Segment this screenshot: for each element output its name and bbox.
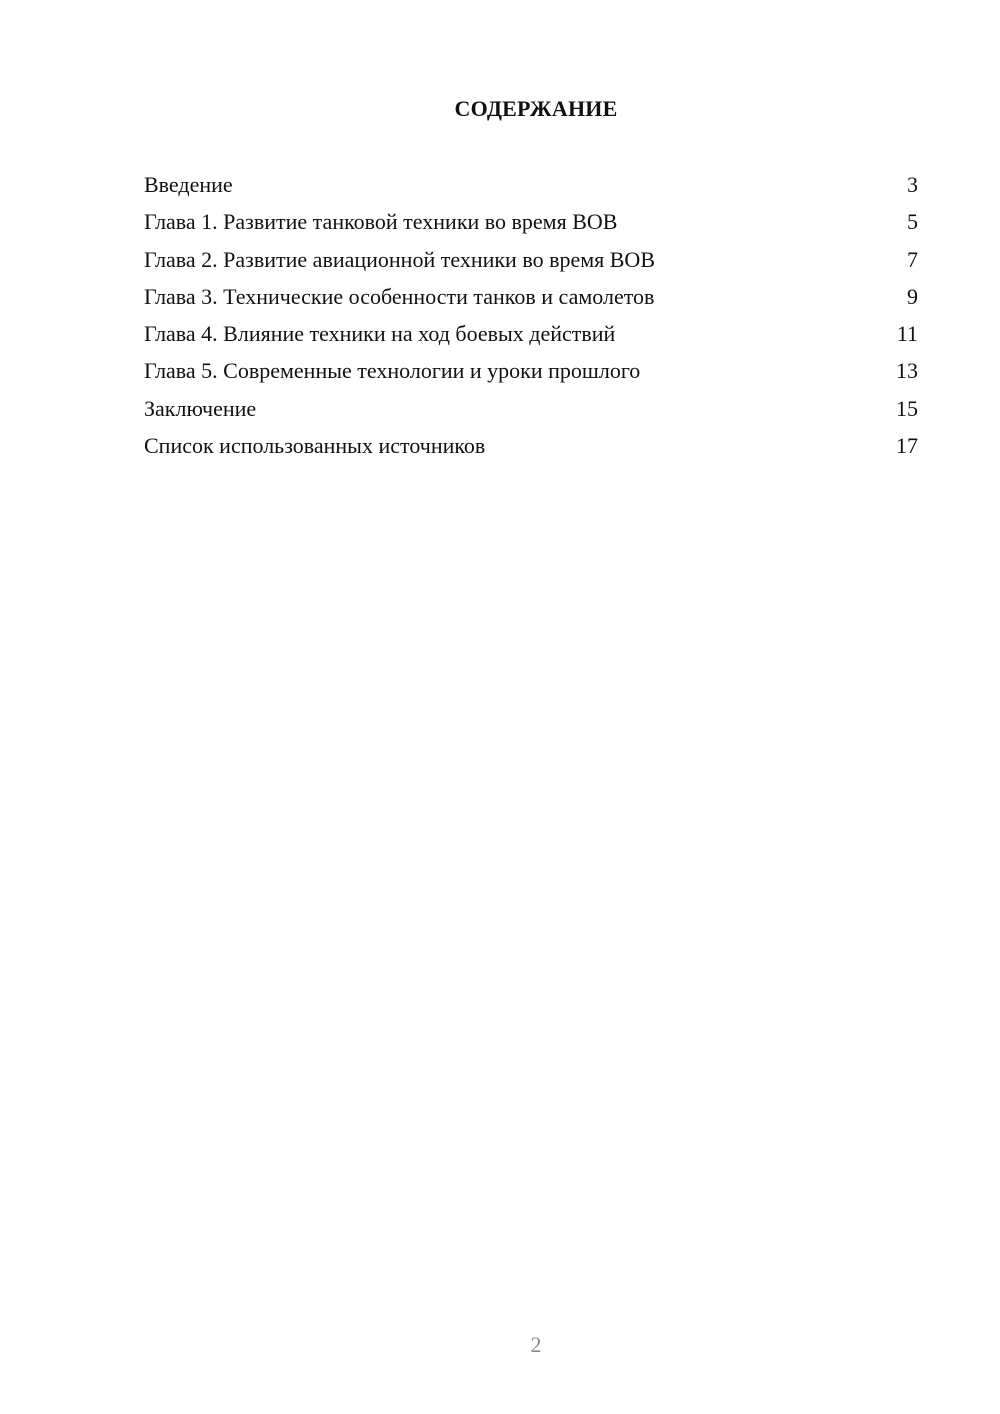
toc-entry-references[interactable] bbox=[144, 429, 918, 466]
toc-entry-label: Заключение bbox=[144, 395, 257, 421]
toc-entry-chapter-1[interactable] bbox=[144, 205, 918, 242]
toc-entry-introduction[interactable] bbox=[144, 168, 918, 205]
toc-entry-label: Глава 4. Влияние техники на ход боевых действий bbox=[144, 321, 616, 347]
toc-entry-page: 5 bbox=[907, 209, 918, 235]
toc-entry-page: 15 bbox=[896, 395, 918, 421]
toc-entry-conclusion[interactable] bbox=[144, 392, 918, 429]
toc-entry-page: 13 bbox=[896, 358, 918, 384]
toc-entry-chapter-2[interactable] bbox=[144, 243, 918, 280]
page-number: 2 bbox=[530, 1332, 542, 1357]
toc-entry-page: 3 bbox=[907, 172, 918, 197]
toc-entry-label: Глава 5. Современные технологии и уроки прошлого bbox=[144, 358, 641, 384]
table-of-contents bbox=[144, 168, 918, 466]
toc-title: СОДЕРЖАНИЕ bbox=[454, 96, 618, 121]
toc-entry-label: Глава 2. Развитие авиационной техники во время ВОВ bbox=[144, 246, 655, 272]
toc-entry-label: Введение bbox=[144, 172, 233, 197]
toc-entry-page: 9 bbox=[907, 283, 918, 309]
toc-entry-label: Список использованных источников bbox=[144, 433, 486, 459]
toc-entry-page: 7 bbox=[907, 246, 918, 272]
toc-entry-chapter-3[interactable] bbox=[144, 280, 918, 317]
toc-entry-label: Глава 1. Развитие танковой техники во время ВОВ bbox=[144, 209, 618, 235]
toc-entry-page: 11 bbox=[896, 321, 918, 347]
toc-entry-chapter-4[interactable] bbox=[144, 317, 918, 354]
toc-entry-label: Глава 3. Технические особенности танков и самолетов bbox=[144, 283, 655, 309]
toc-entry-page: 17 bbox=[896, 433, 918, 459]
toc-entry-chapter-5[interactable] bbox=[144, 354, 918, 391]
